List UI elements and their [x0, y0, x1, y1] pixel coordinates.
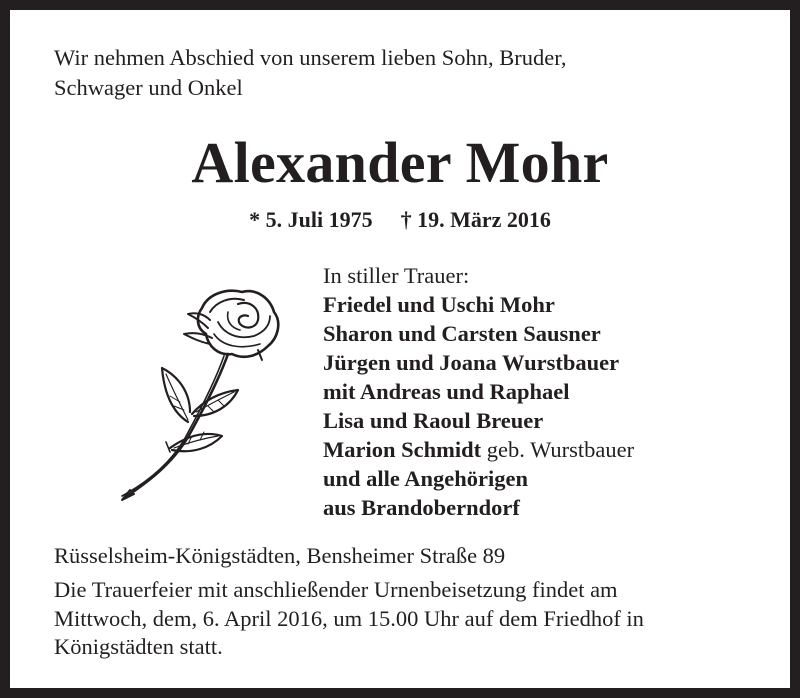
intro-text [54, 43, 566, 103]
mourners-heading: In stiller Trauer: [323, 263, 470, 288]
ceremony-line: Königstädten statt. [54, 634, 223, 659]
mourner-line: aus Brandoberndorf [323, 495, 520, 520]
deceased-name: Alexander Mohr [191, 130, 609, 195]
mourner-line: Marion Schmidt geb. Wurstbauer [323, 437, 635, 462]
mourner-line: Jürgen und Joana Wurstbauer [323, 350, 620, 375]
ceremony-line: Die Trauerfeier mit anschließender Urnenbeisetzung findet am [54, 577, 618, 602]
ceremony-info [54, 576, 644, 662]
address: Rüsselsheim-Königstädten, Bensheimer Straße 89 [54, 543, 506, 568]
obituary-notice [10, 10, 790, 688]
birth-date: * 5. Juli 1975 [249, 207, 373, 232]
mourner-line: mit Andreas und Raphael [323, 379, 570, 404]
mourner-line: Lisa und Raoul Breuer [323, 408, 544, 433]
rose-icon [110, 272, 290, 512]
mourner-line: und alle Angehörigen [323, 466, 529, 491]
death-date: † 19. März 2016 [400, 207, 551, 232]
mourner-line: Sharon und Carsten Sausner [323, 321, 601, 346]
mourners-list [323, 261, 634, 522]
ceremony-line: Mittwoch, dem, 6. April 2016, um 15.00 Uhr auf dem Friedhof in [54, 605, 644, 631]
life-dates [10, 206, 790, 234]
intro-line: Schwager und Onkel [54, 75, 243, 100]
mourner-line: Friedel und Uschi Mohr [323, 292, 555, 317]
intro-line: Wir nehmen Abschied von unserem lieben Sohn, Bruder, [54, 45, 567, 70]
